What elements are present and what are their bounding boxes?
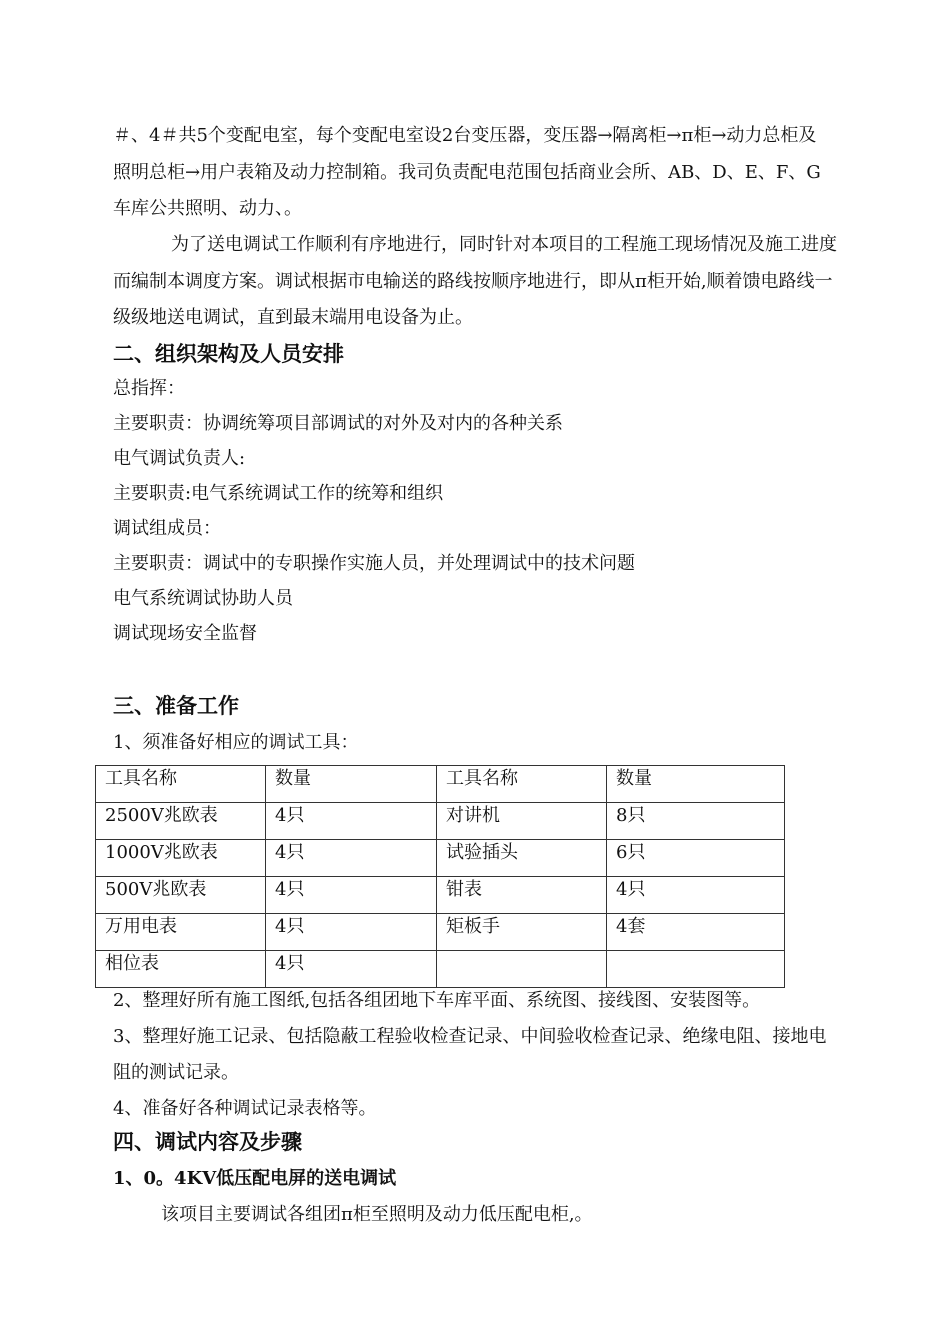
table-row <box>96 877 785 914</box>
tools-table <box>95 765 785 988</box>
table-header-row <box>96 766 785 803</box>
section-4-heading: 四、调试内容及步骤 <box>113 1129 302 1154</box>
table-cell: 4只 <box>266 877 437 914</box>
prep-item-2: 2、整理好所有施工图纸,包括各组团地下车库平面、系统图、接线图、安装图等。 <box>113 990 761 1011</box>
section-2-heading: 二、组织架构及人员安排 <box>113 341 344 366</box>
intro-line-4: 为了送电调试工作顺利有序地进行，同时针对本项目的工程施工现场情况及施工进度 <box>171 234 837 255</box>
subsection-1-heading: 1、0。4KV低压配电屏的送电调试 <box>113 1168 397 1189</box>
section-2-line: 主要职责：协调统筹项目部调试的对外及对内的各种关系 <box>113 413 563 434</box>
table-cell: 4只 <box>266 803 437 840</box>
subsection-1-text: 该项目主要调试各组团π柜至照明及动力低压配电柜,。 <box>161 1204 593 1225</box>
table-cell: 4只 <box>266 840 437 877</box>
table-cell: 4只 <box>607 877 785 914</box>
table-cell: 1000V兆欧表 <box>96 840 266 877</box>
table-row <box>96 914 785 951</box>
section-2-line: 主要职责：调试中的专职操作实施人员，并处理调试中的技术问题 <box>113 553 635 574</box>
section-2-line: 主要职责:电气系统调试工作的统筹和组织 <box>113 483 444 504</box>
table-cell: 4只 <box>266 951 437 988</box>
table-cell: 钳表 <box>437 877 607 914</box>
section-2-line: 调试现场安全监督 <box>113 623 257 644</box>
intro-line-5: 而编制本调度方案。调试根据市电输送的路线按顺序地进行，即从π柜开始,顺着馈电路线一 <box>113 271 833 292</box>
table-cell: 500V兆欧表 <box>96 877 266 914</box>
table-cell: 2500V兆欧表 <box>96 803 266 840</box>
table-cell: 4只 <box>266 914 437 951</box>
intro-line-1: ＃、4＃共5个变配电室，每个变配电室设2台变压器，变压器→隔离柜→π柜→动力总柜及 <box>113 125 817 146</box>
table-row <box>96 803 785 840</box>
table-cell: 万用电表 <box>96 914 266 951</box>
table-cell: 试验插头 <box>437 840 607 877</box>
table-cell: 8只 <box>607 803 785 840</box>
prep-item-3-line-2: 阻的测试记录。 <box>113 1062 239 1083</box>
prep-item-4: 4、准备好各种调试记录表格等。 <box>113 1098 377 1119</box>
table-cell <box>607 951 785 988</box>
table-cell: 矩板手 <box>437 914 607 951</box>
table-cell: 4套 <box>607 914 785 951</box>
table-cell: 数量 <box>607 766 785 803</box>
intro-line-6: 级级地送电调试，直到最末端用电设备为止。 <box>113 307 473 328</box>
section-2-line: 调试组成员： <box>113 518 221 539</box>
table-cell: 对讲机 <box>437 803 607 840</box>
table-cell: 6只 <box>607 840 785 877</box>
table-row <box>96 951 785 988</box>
intro-line-3: 车库公共照明、动力、。 <box>113 198 302 219</box>
table-cell: 工具名称 <box>96 766 266 803</box>
prep-item-1: 1、须准备好相应的调试工具： <box>113 732 359 753</box>
table-cell: 数量 <box>266 766 437 803</box>
prep-item-3-line-1: 3、整理好施工记录、包括隐蔽工程验收检查记录、中间验收检查记录、绝缘电阻、接地电 <box>113 1026 827 1047</box>
intro-line-2: 照明总柜→用户表箱及动力控制箱。我司负责配电范围包括商业会所、AB、D、E、F、G <box>113 162 821 183</box>
table-cell: 相位表 <box>96 951 266 988</box>
table-cell <box>437 951 607 988</box>
section-2-line: 电气系统调试协助人员 <box>113 588 293 609</box>
section-2-line: 电气调试负责人: <box>113 448 246 469</box>
section-2-line: 总指挥： <box>113 378 185 399</box>
table-row <box>96 840 785 877</box>
section-3-heading: 三、准备工作 <box>113 693 239 718</box>
table-cell: 工具名称 <box>437 766 607 803</box>
